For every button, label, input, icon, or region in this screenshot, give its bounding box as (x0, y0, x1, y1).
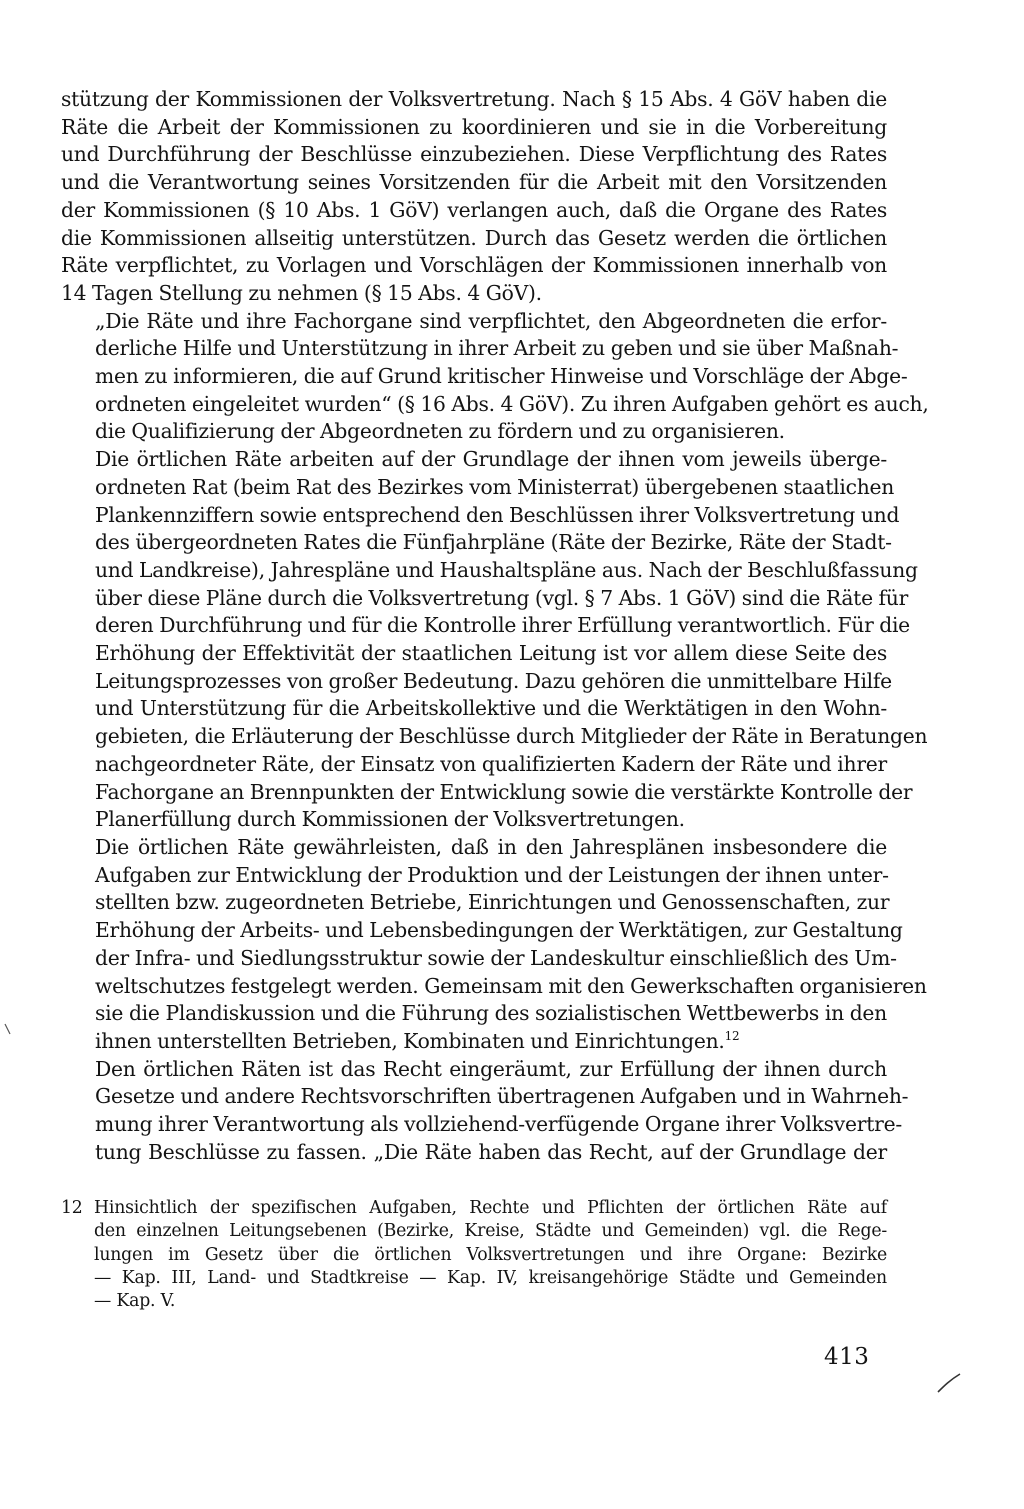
text-line: Leitungsprozesses von großer Bedeutung. Dazu gehören die unmittelbare Hilfe (95, 668, 892, 693)
text-line: Aufgaben zur Entwicklung der Produktion und der Leistungen der ihnen unter- (95, 862, 889, 887)
text-line: deren Durchführung und für die Kontrolle ihrer Erfüllung verantwortlich. Für die (95, 613, 910, 638)
footnote-line: lungen im Gesetz über die örtlichen Volksvertretungen und ihre Organe: Bezirke (94, 1244, 887, 1265)
text-line: ihnen unterstellten Betrieben, Kombinaten und Einrichtungen.$^{12}$ (95, 1028, 740, 1053)
text-line: Erhöhung der Effektivität der staatlichen Leitung ist vor allem diese Seite des (95, 641, 887, 666)
text-line: Räte die Arbeit der Kommissionen zu koordinieren und sie in die Vorbereitung (61, 114, 887, 139)
footnote-reference: 12 (724, 1029, 740, 1044)
paragraph (61, 86, 887, 308)
text-line: die Kommissionen allseitig unterstützen. Durch das Gesetz werden die örtlichen (61, 225, 887, 250)
text-line: derliche Hilfe und Unterstützung in ihrer Arbeit zu geben und sie über Maßnah- (95, 336, 899, 361)
text-line: sie die Plandiskussion und die Führung des sozialistischen Wettbewerbs in den (95, 1001, 887, 1026)
page-number: 413 (824, 1344, 870, 1370)
text-line: und Landkreise), Jahrespläne und Haushaltspläne aus. Nach der Beschlußfassung (95, 557, 918, 582)
footnote-number: 12 (61, 1198, 83, 1218)
text-line: „Die Räte und ihre Fachorgane sind verpflichtet, den Abgeordneten die erfor- (95, 308, 887, 333)
scan-mark-left (3, 1022, 13, 1036)
scan-mark-right (936, 1372, 962, 1394)
footnote-line: — Kap. III, Land- und Stadtkreise — Kap. IV, kreisangehörige Städte und Gemeinden (94, 1267, 887, 1288)
text-line: Planerfüllung durch Kommissionen der Volksvertretungen. (95, 807, 685, 832)
text-line: Gesetze und andere Rechtsvorschriften übertragenen Aufgaben und in Wahrneh- (95, 1084, 909, 1109)
footnote-text (94, 1197, 887, 1313)
text-line: gebieten, die Erläuterung der Beschlüsse durch Mitglieder der Räte in Beratungen (95, 724, 928, 749)
text-line: und die Verantwortung seines Vorsitzenden für die Arbeit mit den Vorsitzenden (61, 170, 887, 195)
footnote (61, 1197, 887, 1313)
text-line: men zu informieren, die auf Grund kritischer Hinweise und Vorschläge der Abge- (95, 364, 908, 389)
text-line: Fachorgane an Brennpunkten der Entwicklung sowie die verstärkte Kontrolle der (95, 779, 913, 804)
text-line: weltschutzes festgelegt werden. Gemeinsam mit den Gewerkschaften organisieren (95, 973, 927, 998)
text-line: Erhöhung der Arbeits- und Lebensbedingungen der Werktätigen, zur Gestaltung (95, 918, 903, 943)
text-line: und Unterstützung für die Arbeitskollektive und die Werktätigen in den Wohn- (95, 696, 887, 721)
text-line: nachgeordneter Räte, der Einsatz von qualifizierten Kadern der Räte und ihrer (95, 751, 887, 776)
paragraph (61, 834, 927, 1056)
text-line: der Kommissionen (§ 10 Abs. 1 GöV) verlangen auch, daß die Organe des Rates (61, 197, 887, 222)
text-line: mung ihrer Verantwortung als vollziehend-verfügende Organe ihrer Volksvertre- (95, 1112, 902, 1137)
text-line: die Qualifizierung der Abgeordneten zu fördern und zu organisieren. (95, 419, 785, 444)
text-line: der Infra- und Siedlungsstruktur sowie der Landeskultur einschließlich des Um- (95, 945, 897, 970)
text-line: stellten bzw. zugeordneten Betriebe, Einrichtungen und Genossenschaften, zur (95, 890, 890, 915)
paragraph (61, 308, 929, 447)
text-line: des übergeordneten Rates die Fünfjahrpläne (Räte der Bezirke, Räte der Stadt- (95, 530, 892, 555)
text-line: Die örtlichen Räte arbeiten auf der Grundlage der ihnen vom jeweils überge- (95, 447, 887, 472)
footnotes (61, 1197, 887, 1313)
text-line: Plankennziffern sowie entsprechend den Beschlüssen ihrer Volksvertretung und (95, 502, 900, 527)
text-line: ordneten eingeleitet wurden“ (§ 16 Abs. 4 GöV). Zu ihren Aufgaben gehört es auch, (95, 391, 929, 416)
paragraph (61, 1056, 909, 1167)
text-line: ordneten Rat (beim Rat des Bezirkes vom Ministerrat) übergebenen staatlichen (95, 474, 895, 499)
text-line: Räte verpflichtet, zu Vorlagen und Vorschlägen der Kommissionen innerhalb von (61, 253, 887, 278)
footnote-line: Hinsichtlich der spezifischen Aufgaben, Rechte und Pflichten der örtlichen Räte auf (94, 1198, 887, 1218)
text-line: tung Beschlüsse zu fassen. „Die Räte haben das Recht, auf der Grundlage der (95, 1139, 887, 1164)
footnote-line: den einzelnen Leitungsebenen (Bezirke, Kreise, Städte und Gemeinden) vgl. die Rege- (94, 1221, 887, 1242)
footnote-line: — Kap. V. (94, 1291, 176, 1312)
text-line: und Durchführung der Beschlüsse einzubeziehen. Diese Verpflichtung des Rates (61, 142, 887, 167)
text-line: Die örtlichen Räte gewährleisten, daß in den Jahresplänen insbesondere die (95, 834, 887, 859)
page-body (61, 86, 929, 1166)
paragraph (61, 446, 928, 834)
text-line: Den örtlichen Räten ist das Recht eingeräumt, zur Erfüllung der ihnen durch (95, 1056, 887, 1081)
text-line: über diese Pläne durch die Volksvertretung (vgl. § 7 Abs. 1 GöV) sind die Räte für (95, 585, 909, 610)
text-line: stützung der Kommissionen der Volksvertretung. Nach § 15 Abs. 4 GöV haben die (61, 87, 887, 111)
text-line: 14 Tagen Stellung zu nehmen (§ 15 Abs. 4 GöV). (61, 280, 542, 305)
